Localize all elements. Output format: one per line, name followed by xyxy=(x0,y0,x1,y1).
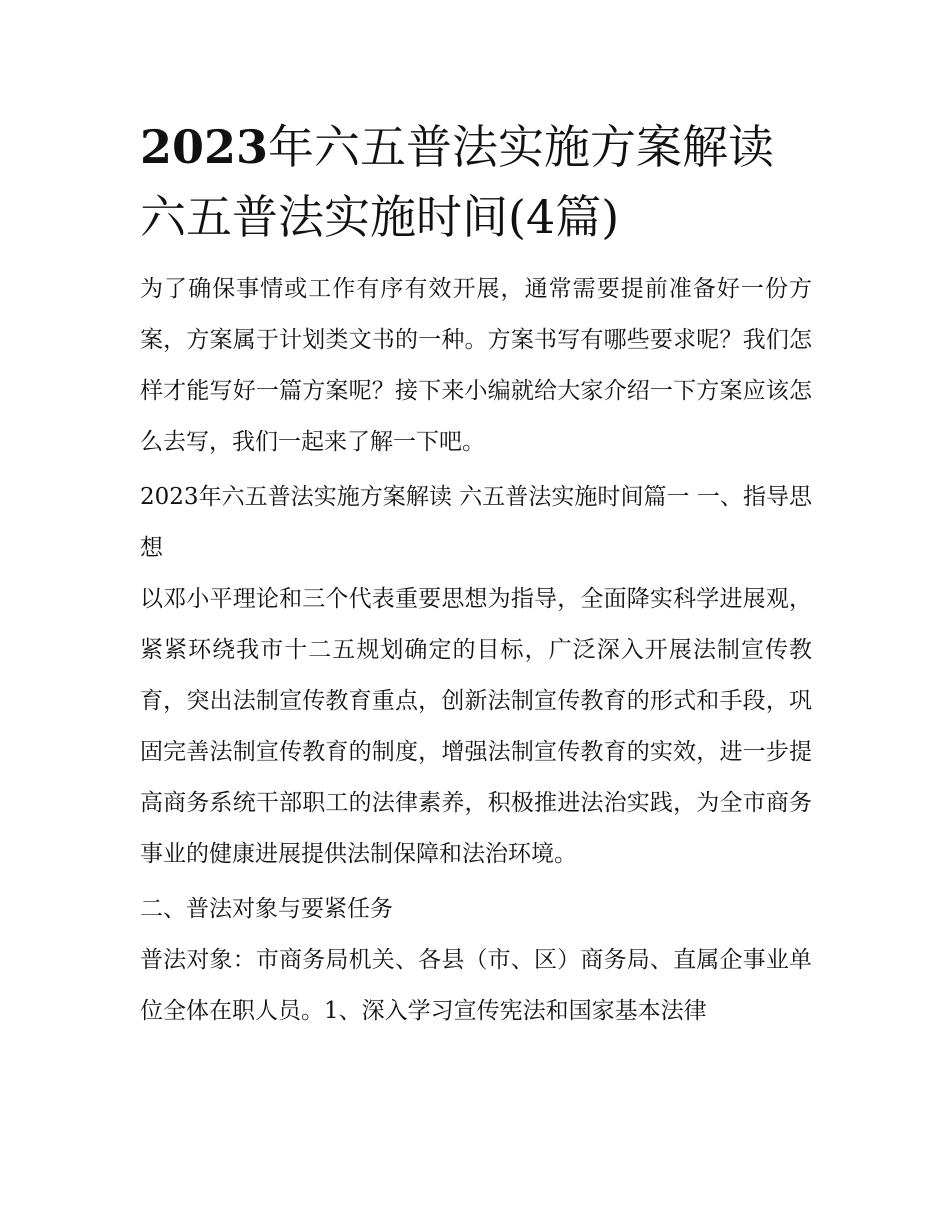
title-line-1-text: 年六五普法实施方案解读 xyxy=(268,120,775,174)
title-line-1 xyxy=(140,112,812,182)
guiding-ideology-paragraph: 以邓小平理论和三个代表重要思想为指导，全面降实科学进展观，紧紧环绕我市十二五规划确定的目标，广泛深入开展法制宣传教育，突出法制宣传教育重点，创新法制宣传教育的形式和手段，巩固完善法制宣传教育的制度，增强法制宣传教育的实效，进一步提高商务系统干部职工的法律素养，积极推进法治实践，为全市商务事业的健康进展提供法制保障和法治环境。 xyxy=(140,586,812,867)
section-heading-guiding-ideology: 2023年六五普法实施方案解读 六五普法实施时间篇一 一、指导思想 xyxy=(140,484,812,561)
title-year: 2023 xyxy=(140,120,269,174)
document-content xyxy=(140,112,812,1041)
section-heading-targets-tasks: 二、普法对象与要紧任务 xyxy=(140,896,393,922)
targets-tasks-paragraph: 普法对象：市商务局机关、各县（市、区）商务局、直属企事业单位全体在职人员。1、深入学习宣传宪法和国家基本法律 xyxy=(140,947,812,1024)
document-title xyxy=(140,112,812,252)
title-line-2: 六五普法实施时间(4篇) xyxy=(140,190,620,244)
intro-paragraph: 为了确保事情或工作有序有效开展，通常需要提前准备好一份方案，方案属于计划类文书的一种。方案书写有哪些要求呢？我们怎样才能写好一篇方案呢？接下来小编就给大家介绍一下方案应该怎么去写，我们一起来了解一下吧。 xyxy=(140,276,812,455)
